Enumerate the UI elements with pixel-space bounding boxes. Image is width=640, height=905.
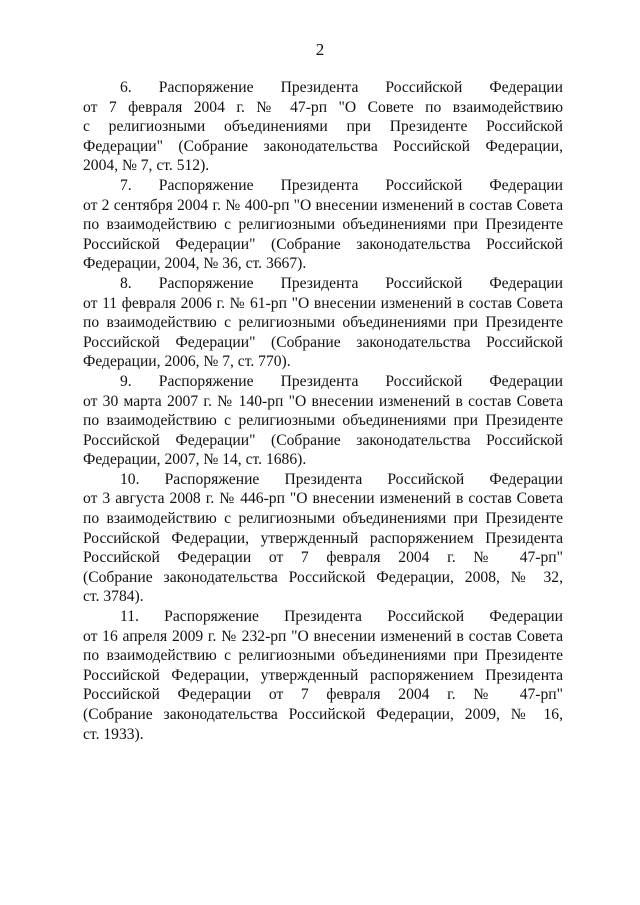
text-line: 8. Распоряжение Президента Российской Федерации <box>120 274 563 292</box>
text-line: Федерации, 2007, № 14, ст. 1686). <box>83 451 307 469</box>
text-line: Федерации" (Собрание законодательства Российской Федерации, <box>83 137 563 155</box>
text-line: Российской Федерации" (Собрание законодательства Российской <box>83 431 563 449</box>
text-line: по взаимодействию с религиозными объединениями при Президенте <box>83 216 563 234</box>
text-line: по взаимодействию с религиозными объединениями при Президенте <box>83 314 563 332</box>
text-line: от 2 сентября 2004 г. № 400-рп "О внесении изменений в состав Совета <box>83 196 563 214</box>
text-line: от 30 марта 2007 г. № 140-рп "О внесении изменений в состав Совета <box>83 392 563 410</box>
text-line: Российской Федерации от 7 февраля 2004 г. № 47-рп" <box>83 686 563 704</box>
text-line: Российской Федерации от 7 февраля 2004 г. № 47-рп" <box>83 549 563 567</box>
list-item-11 <box>83 607 563 744</box>
text-line: от 7 февраля 2004 г. № 47-рп "О Совете по взаимодействию <box>83 98 563 116</box>
text-line: Федерации, 2006, № 7, ст. 770). <box>83 353 291 371</box>
text-line: 9. Распоряжение Президента Российской Федерации <box>120 372 563 390</box>
text-line: (Собрание законодательства Российской Федерации, 2009, № 16, <box>83 706 563 723</box>
text-line: ст. 3784). <box>83 588 144 606</box>
text-line: (Собрание законодательства Российской Федерации, 2008, № 32, <box>83 568 563 586</box>
page-number: 2 <box>315 40 325 59</box>
list-item-8 <box>83 274 563 372</box>
text-line: Федерации, 2004, № 36, ст. 3667). <box>83 255 307 273</box>
text-line: 2004, № 7, ст. 512). <box>83 157 210 175</box>
text-line: по взаимодействию с религиозными объединениями при Президенте <box>83 510 563 528</box>
text-line: 11. Распоряжение Президента Российской Федерации <box>120 608 563 626</box>
text-line: с религиозными объединениями при Президенте Российской <box>83 118 563 136</box>
list-item-7 <box>83 176 563 274</box>
text-line: 10. Распоряжение Президента Российской Федерации <box>120 470 563 488</box>
text-line: от 11 февраля 2006 г. № 61-рп "О внесении изменений в состав Совета <box>83 294 563 312</box>
list-item-6 <box>83 78 563 176</box>
text-line: Российской Федерации" (Собрание законодательства Российской <box>83 333 563 351</box>
text-line: по взаимодействию с религиозными объединениями при Президенте <box>83 412 563 430</box>
text-line: от 16 апреля 2009 г. № 232-рп "О внесении изменений в состав Совета <box>83 627 563 645</box>
text-line: от 3 августа 2008 г. № 446-рп "О внесении изменений в состав Совета <box>83 490 563 508</box>
text-line: по взаимодействию с религиозными объединениями при Президенте <box>83 647 563 665</box>
text-line: 6. Распоряжение Президента Российской Федерации <box>120 79 563 96</box>
text-line: ст. 1933). <box>83 725 144 743</box>
text-line: 7. Распоряжение Президента Российской Федерации <box>120 176 563 194</box>
text-line: Российской Федерации" (Собрание законодательства Российской <box>83 235 563 253</box>
text-line: Российской Федерации, утвержденный распоряжением Президента <box>83 529 563 547</box>
text-line: Российской Федерации, утвержденный распоряжением Президента <box>83 666 563 684</box>
document-body <box>83 78 563 744</box>
list-item-10 <box>83 470 563 607</box>
list-item-9 <box>83 372 563 470</box>
